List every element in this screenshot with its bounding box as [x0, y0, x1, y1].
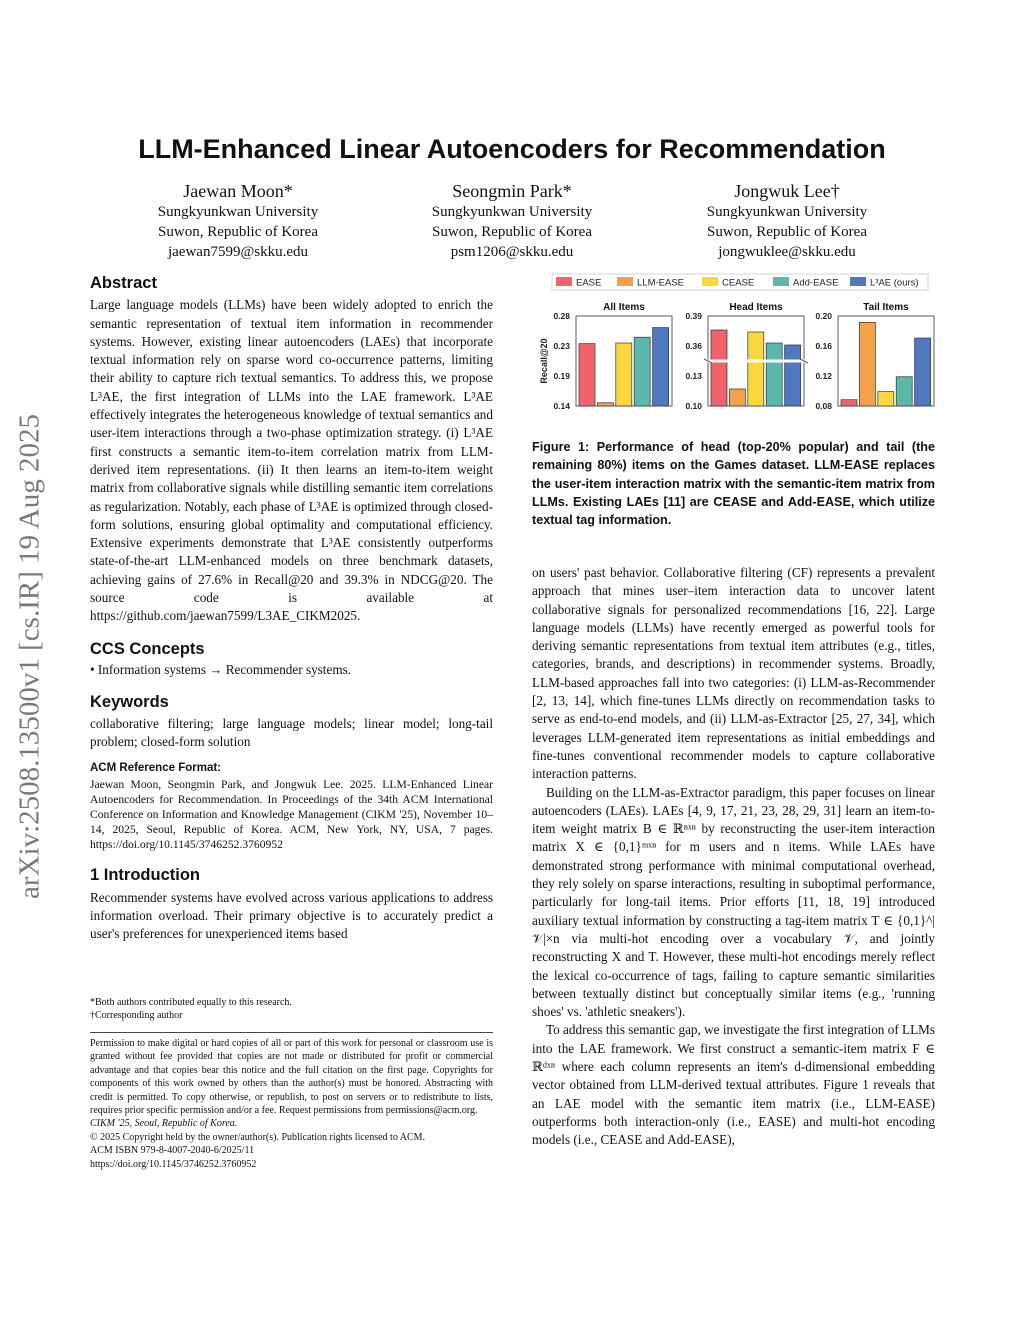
y-tick-label: 0.12: [815, 371, 832, 381]
author-location: Suwon, Republic of Korea: [432, 224, 592, 240]
author-location: Suwon, Republic of Korea: [707, 224, 867, 240]
keywords-heading: Keywords: [90, 693, 169, 712]
legend-label: LLM-EASE: [637, 277, 684, 289]
author-affiliation: Sungkyunkwan University: [706, 204, 868, 220]
figure-caption: Figure 1: Performance of head (top-20% popular) and tail (the remaining 80%) items on the Games dataset. LLM-EASE replaces the user-item interaction matrix with the semantic-item matrix from LLMs. Existing LAEs [11] are CEASE and Add-EASE, which utilize textual tag information.: [532, 440, 935, 528]
bar-llm-ease: [729, 389, 745, 406]
y-tick-label: 0.08: [815, 401, 832, 411]
left-column: [90, 274, 493, 944]
y-tick-label: 0.39: [685, 311, 702, 321]
author-email[interactable]: jongwuklee@skku.edu: [718, 244, 856, 260]
author-block-1: [88, 180, 388, 262]
legend-swatch: [850, 277, 866, 286]
intro-paragraph-2: Building on the LLM-as-Extractor paradigm, this paper focuses on linear autoencoders (LAEs). LAEs [4, 9, 17, 21, 23, 28, 29, 31] learn an item-to-item weight matrix B ∈ ℝⁿˣⁿ by reconstructing the user-item interaction matrix X ∈ {0,1}ᵐˣⁿ for m users and n items. While LAEs have demonstrated strong performance with minimal computational overhead, they rely solely on sparse interactions, resulting in suboptimal performance, particularly for long-tail items. Prior efforts [11, 18, 19] introduced auxiliary textual information by constructing a tag-item matrix T ∈ {0,1}^|𝒱|×n via multi-hot encoding over a vocabulary 𝒱, and jointly reconstructing X and T. However, these multi-hot encodings merely reflect the lexical co-occurrence of tags, failing to capture semantic similarities between textually distinct but conceptually similar items (e.g., 'running shoes' vs. 'athletic sneakers').: [532, 784, 935, 1020]
author-email[interactable]: jaewan7599@skku.edu: [167, 244, 309, 260]
intro-paragraph-3: To address this semantic gap, we investigate the first integration of LLMs into the LAE framework. We first construct a semantic-item matrix F ∈ ℝᵈˣⁿ where each column represents an item's d-dimensional embedding vector obtained from LLM-derived textual attributes. Figure 1 reveals that an LAE model with the semantic item matrix (i.e., LLM-EASE) outperforms both interaction-only (i.e., EASE) and multi-hot encoding models (i.e., CEASE and Add-EASE),: [532, 1022, 935, 1148]
bar-ease: [841, 400, 857, 406]
permission-copyright: © 2025 Copyright held by the owner/author(s). Publication rights licensed to ACM.: [90, 1131, 426, 1143]
y-tick-label: 0.36: [685, 341, 702, 351]
paper-title: LLM-Enhanced Linear Autoencoders for Recommendation: [138, 134, 886, 164]
permission-block: [90, 1037, 493, 1171]
keywords-text: collaborative filtering; large language models; linear model; long-tail problem; closed-form solution: [90, 715, 493, 749]
permission-isbn: ACM ISBN 979-8-4007-2040-6/2025/11: [90, 1145, 255, 1157]
author-email[interactable]: psm1206@skku.edu: [450, 244, 574, 260]
abstract-text: Large language models (LLMs) have been widely adopted to enrich the semantic representation of textual item information in recommender systems. However, existing linear autoencoders (LAEs) that incorporate textual information rely on sparse word co-occurrence patterns, limiting their ability to capture rich textual semantics. To address this, we propose L³AE, the first integration of LLMs into the LAE framework. L³AE effectively integrates the heterogeneous knowledge of textual semantics and user-item interactions through a two-phase optimization strategy. (i) L³AE first constructs a semantic item-to-item correlation matrix from LLM-derived item representations. (ii) It then learns an item-to-item weight matrix from collaborative signals while distilling semantic item correlations as regularization. Notably, each phase of L³AE is optimized through closed-form solutions, ensuring global optimality and computational efficiency. Extensive experiments demonstrate that L³AE consistently outperforms state-of-the-art LLM-enhanced models on three benchmark datasets, achieving gains of 27.6% in Recall@20 and 39.3% in NDCG@20. The source code is available at https://github.com/jaewan7599/L3AE_CIKM2025.: [90, 297, 493, 624]
bar-llm-ease: [859, 322, 875, 406]
footnotes: [90, 996, 493, 1023]
intro-heading: 1 Introduction: [90, 866, 200, 885]
chart-legend: [552, 274, 928, 290]
y-axis-label: Recall@20: [539, 338, 549, 384]
intro-paragraph-1-right: on users' past behavior. Collaborative filtering (CF) represents a prevalent approach that mines user–item interaction data to uncover latent collaborative signals for personalized recommendations [16, 22]. Large language models (LLMs) have recently emerged as powerful tools for deriving semantic representations from textual item attributes (e.g., titles, categories, brands, and descriptions) in recommender systems. Broadly, LLM-based approaches fall into two categories: (i) LLM-as-Recommender [2, 13, 14], which fine-tunes LLMs directly on recommendation tasks to serve as end-to-end models, and (ii) LLM-as-Extractor [25, 27, 34], which leverages LLM-generated item representations as initial embeddings and fine-tunes conventional recommender models to capture collaborative interaction patterns.: [532, 565, 935, 782]
y-tick-label: 0.20: [815, 311, 832, 321]
footnote-corresponding: †Corresponding author: [90, 1010, 183, 1022]
bar-cease: [616, 343, 632, 406]
legend-swatch: [617, 277, 633, 286]
y-tick-label: 0.13: [685, 371, 702, 381]
bar-add-ease: [896, 377, 912, 406]
author-name: Jongwuk Lee†: [734, 181, 840, 201]
panel-title: Head Items: [729, 302, 783, 313]
chart-panel: [815, 302, 934, 411]
author-name: Seongmin Park*: [452, 181, 572, 201]
author-block-2: [362, 180, 662, 262]
author-affiliation: Sungkyunkwan University: [157, 204, 319, 220]
ccs-heading: CCS Concepts: [90, 639, 205, 658]
reference-heading: ACM Reference Format:: [90, 762, 221, 775]
y-tick-label: 0.23: [553, 341, 570, 351]
figure-1-chart: [532, 272, 936, 418]
arxiv-stamp: arXiv:2508.13500v1 [cs.IR] 19 Aug 2025: [13, 414, 46, 899]
y-tick-label: 0.28: [553, 311, 570, 321]
author-block-3: [637, 180, 937, 262]
bar-l-ae-ours-: [785, 345, 801, 406]
y-tick-label: 0.14: [553, 401, 570, 411]
bar-llm-ease: [597, 403, 613, 406]
footnote-rule: [90, 1032, 493, 1033]
bar-l-ae-ours-: [915, 338, 931, 406]
right-column: [532, 564, 935, 1150]
bar-add-ease: [766, 343, 782, 406]
footnote-equal: *Both authors contributed equally to this research.: [90, 997, 292, 1008]
bar-ease: [579, 344, 595, 406]
bar-ease: [711, 330, 727, 406]
bar-cease: [878, 392, 894, 406]
legend-label: CEASE: [722, 277, 755, 289]
bar-add-ease: [634, 337, 650, 406]
bar-l-ae-ours-: [653, 328, 669, 406]
reference-text: Jaewan Moon, Seongmin Park, and Jongwuk Lee. 2025. LLM-Enhanced Linear Autoencoders for Recommendation. In Proceedings of the 34th ACM International Conference on Information and Knowledge Management (CIKM '25), November 10–14, 2025, Seoul, Republic of Korea. ACM, New York, NY, USA, 7 pages. https://doi.org/10.1145/3746252.3760952: [90, 778, 493, 852]
panel-title: Tail Items: [863, 302, 909, 313]
author-affiliation: Sungkyunkwan University: [431, 204, 593, 220]
y-tick-label: 0.19: [553, 371, 570, 381]
author-location: Suwon, Republic of Korea: [158, 224, 318, 240]
legend-label: EASE: [576, 277, 602, 289]
y-tick-label: 0.10: [685, 401, 702, 411]
permission-doi[interactable]: https://doi.org/10.1145/3746252.3760952: [90, 1158, 257, 1170]
permission-venue: CIKM '25, Seoul, Republic of Korea.: [90, 1118, 238, 1130]
intro-paragraph-1-left: Recommender systems have evolved across various applications to address information overload. Their primary objective is to accurately predict a user's preferences for unexperienced items based: [90, 889, 493, 942]
legend-label: L³AE (ours): [870, 277, 919, 289]
ccs-text: • Information systems → Recommender systems.: [90, 661, 352, 677]
y-tick-label: 0.16: [815, 341, 832, 351]
legend-swatch: [773, 277, 789, 286]
bar-cease: [748, 332, 764, 406]
legend-swatch: [702, 277, 718, 286]
panel-title: All Items: [603, 302, 645, 313]
legend-label: Add-EASE: [793, 277, 839, 289]
chart-panel: [685, 302, 808, 411]
permission-text: Permission to make digital or hard copies of all or part of this work for personal or classroom use is granted without fee provided that copies are not made or distributed for profit or commercial advantage and that copies bear this notice and the full citation on the first page. Copyrights for components of this work owned by others than the author(s) must be honored. Abstracting with credit is permitted. To copy otherwise, or republish, to post on servers or to redistribute to lists, requires prior specific permission and/or a fee. Request permissions from permissions@acm.org.: [90, 1038, 493, 1117]
legend-swatch: [556, 277, 572, 286]
chart-panel: [539, 302, 672, 411]
abstract-heading: Abstract: [90, 274, 157, 292]
chart-panels: [539, 302, 934, 411]
author-name: Jaewan Moon*: [183, 181, 293, 201]
